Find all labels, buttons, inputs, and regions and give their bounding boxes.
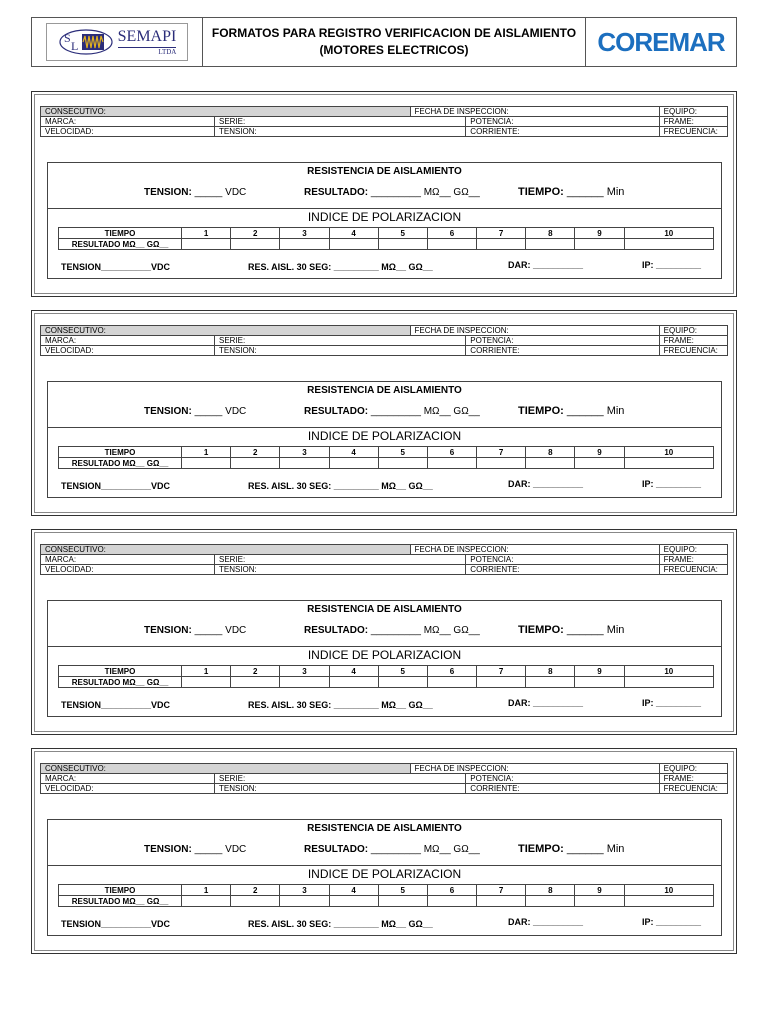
resistance-title: RESISTENCIA DE AISLAMIENTO bbox=[307, 166, 462, 177]
result-cell-4[interactable] bbox=[329, 896, 378, 907]
time-col-10: 10 bbox=[624, 885, 713, 896]
tiempo-min: TIEMPO: ______ Min bbox=[518, 405, 625, 417]
polarization-title: INDICE DE POLARIZACION bbox=[307, 867, 462, 881]
ip-field[interactable]: IP: _________ bbox=[642, 479, 702, 489]
polarization-title: INDICE DE POLARIZACION bbox=[307, 210, 462, 224]
tiempo-header: TIEMPO bbox=[59, 666, 182, 677]
velocidad-field[interactable]: VELOCIDAD: bbox=[41, 346, 215, 356]
fecha-field[interactable]: FECHA DE INSPECCION: bbox=[410, 107, 659, 117]
tiempo-min: TIEMPO: ______ Min bbox=[518, 843, 625, 855]
corriente-field[interactable]: CORRIENTE: bbox=[466, 127, 659, 137]
res-30-seg: RES. AISL. 30 SEG: _________ MΩ__ GΩ__ bbox=[248, 919, 433, 929]
resultado-row-label: RESULTADO MΩ__ GΩ__ bbox=[59, 677, 182, 688]
result-cell-7[interactable] bbox=[477, 458, 526, 469]
time-col-10: 10 bbox=[624, 447, 713, 458]
result-cell-7[interactable] bbox=[477, 896, 526, 907]
corriente-field[interactable]: CORRIENTE: bbox=[466, 565, 659, 575]
polarization-table bbox=[58, 227, 714, 250]
result-cell-8[interactable] bbox=[526, 458, 575, 469]
time-col-1: 1 bbox=[182, 666, 231, 677]
time-col-9: 9 bbox=[575, 666, 624, 677]
frame-field[interactable]: FRAME: bbox=[659, 336, 727, 346]
section-divider bbox=[48, 208, 721, 209]
dar-field[interactable]: DAR: __________ bbox=[508, 917, 584, 927]
time-col-1: 1 bbox=[182, 885, 231, 896]
time-col-4: 4 bbox=[329, 666, 378, 677]
tension-field[interactable]: TENSION: bbox=[215, 346, 466, 356]
potencia-field[interactable]: POTENCIA: bbox=[466, 336, 659, 346]
equipment-info-table bbox=[40, 763, 728, 794]
coremar-logo: COREMAR bbox=[597, 26, 725, 57]
tiempo-header: TIEMPO bbox=[59, 885, 182, 896]
resistance-title: RESISTENCIA DE AISLAMIENTO bbox=[307, 823, 462, 834]
equipo-field[interactable]: EQUIPO: bbox=[659, 107, 727, 117]
tiempo-header: TIEMPO bbox=[59, 228, 182, 239]
corriente-field[interactable]: CORRIENTE: bbox=[466, 784, 659, 794]
resultado-mohm: RESULTADO: _________ MΩ__ GΩ__ bbox=[304, 625, 480, 636]
result-cell-2[interactable] bbox=[231, 458, 280, 469]
tiempo-min: TIEMPO: ______ Min bbox=[518, 624, 625, 636]
resultado-row-label: RESULTADO MΩ__ GΩ__ bbox=[59, 458, 182, 469]
time-col-9: 9 bbox=[575, 447, 624, 458]
tension-field[interactable]: TENSION: bbox=[215, 565, 466, 575]
result-cell-6[interactable] bbox=[427, 896, 476, 907]
frame-field[interactable]: FRAME: bbox=[659, 117, 727, 127]
time-col-8: 8 bbox=[526, 447, 575, 458]
time-col-2: 2 bbox=[231, 885, 280, 896]
result-cell-9[interactable] bbox=[575, 677, 624, 688]
resultado-mohm: RESULTADO: _________ MΩ__ GΩ__ bbox=[304, 406, 480, 417]
time-col-5: 5 bbox=[378, 666, 427, 677]
tension-vdc: TENSION: _____ VDC bbox=[144, 844, 247, 855]
tension-vdc: TENSION: _____ VDC bbox=[144, 625, 247, 636]
fecha-field[interactable]: FECHA DE INSPECCION: bbox=[410, 326, 659, 336]
resistance-section bbox=[47, 819, 722, 936]
result-cell-10[interactable] bbox=[624, 458, 713, 469]
time-col-6: 6 bbox=[427, 666, 476, 677]
resistance-title: RESISTENCIA DE AISLAMIENTO bbox=[307, 604, 462, 615]
frecuencia-field[interactable]: FRECUENCIA: bbox=[659, 784, 727, 794]
time-col-5: 5 bbox=[378, 447, 427, 458]
consecutivo-field[interactable]: CONSECUTIVO: bbox=[41, 545, 411, 555]
time-col-4: 4 bbox=[329, 228, 378, 239]
polarization-title: INDICE DE POLARIZACION bbox=[307, 429, 462, 443]
result-cell-9[interactable] bbox=[575, 896, 624, 907]
equipment-info-table bbox=[40, 106, 728, 137]
result-cell-7[interactable] bbox=[477, 239, 526, 250]
time-col-9: 9 bbox=[575, 885, 624, 896]
equipo-field[interactable]: EQUIPO: bbox=[659, 326, 727, 336]
time-col-8: 8 bbox=[526, 666, 575, 677]
document-header bbox=[31, 17, 737, 67]
res-30-seg: RES. AISL. 30 SEG: _________ MΩ__ GΩ__ bbox=[248, 700, 433, 710]
ip-field[interactable]: IP: _________ bbox=[642, 917, 702, 927]
marca-field[interactable]: MARCA: bbox=[41, 336, 215, 346]
result-cell-9[interactable] bbox=[575, 458, 624, 469]
inspection-form bbox=[31, 529, 737, 735]
time-col-10: 10 bbox=[624, 666, 713, 677]
bottom-tension: TENSION__________VDC bbox=[61, 700, 171, 710]
time-col-8: 8 bbox=[526, 228, 575, 239]
ip-field[interactable]: IP: _________ bbox=[642, 260, 702, 270]
consecutivo-field[interactable]: CONSECUTIVO: bbox=[41, 764, 411, 774]
time-col-3: 3 bbox=[280, 447, 329, 458]
polarization-table bbox=[58, 884, 714, 907]
time-col-3: 3 bbox=[280, 666, 329, 677]
time-col-2: 2 bbox=[231, 666, 280, 677]
time-col-7: 7 bbox=[477, 666, 526, 677]
time-col-5: 5 bbox=[378, 228, 427, 239]
result-cell-8[interactable] bbox=[526, 239, 575, 250]
result-cell-9[interactable] bbox=[575, 239, 624, 250]
bottom-tension: TENSION__________VDC bbox=[61, 481, 171, 491]
result-cell-1[interactable] bbox=[182, 896, 231, 907]
resultado-mohm: RESULTADO: _________ MΩ__ GΩ__ bbox=[304, 187, 480, 198]
potencia-field[interactable]: POTENCIA: bbox=[466, 117, 659, 127]
time-col-2: 2 bbox=[231, 447, 280, 458]
potencia-field[interactable]: POTENCIA: bbox=[466, 555, 659, 565]
result-cell-3[interactable] bbox=[280, 677, 329, 688]
tension-field[interactable]: TENSION: bbox=[215, 784, 466, 794]
polarization-table bbox=[58, 665, 714, 688]
marca-field[interactable]: MARCA: bbox=[41, 117, 215, 127]
section-divider bbox=[48, 427, 721, 428]
resistance-title: RESISTENCIA DE AISLAMIENTO bbox=[307, 385, 462, 396]
equipo-field[interactable]: EQUIPO: bbox=[659, 545, 727, 555]
inspection-form bbox=[31, 91, 737, 297]
polarization-table bbox=[58, 446, 714, 469]
time-col-6: 6 bbox=[427, 885, 476, 896]
resultado-mohm: RESULTADO: _________ MΩ__ GΩ__ bbox=[304, 844, 480, 855]
tension-vdc: TENSION: _____ VDC bbox=[144, 187, 247, 198]
time-col-1: 1 bbox=[182, 228, 231, 239]
result-cell-10[interactable] bbox=[624, 896, 713, 907]
result-cell-5[interactable] bbox=[378, 458, 427, 469]
consecutivo-field[interactable]: CONSECUTIVO: bbox=[41, 107, 411, 117]
result-cell-8[interactable] bbox=[526, 677, 575, 688]
result-cell-4[interactable] bbox=[329, 458, 378, 469]
title-line-2: (MOTORES ELECTRICOS) bbox=[319, 43, 469, 57]
time-col-3: 3 bbox=[280, 885, 329, 896]
fecha-field[interactable]: FECHA DE INSPECCION: bbox=[410, 764, 659, 774]
tension-vdc: TENSION: _____ VDC bbox=[144, 406, 247, 417]
time-col-3: 3 bbox=[280, 228, 329, 239]
semapi-logo bbox=[32, 18, 203, 66]
equipment-info-table bbox=[40, 325, 728, 356]
dar-field[interactable]: DAR: __________ bbox=[508, 479, 584, 489]
dar-field[interactable]: DAR: __________ bbox=[508, 698, 584, 708]
result-cell-10[interactable] bbox=[624, 239, 713, 250]
result-cell-5[interactable] bbox=[378, 677, 427, 688]
result-cell-3[interactable] bbox=[280, 239, 329, 250]
tension-field[interactable]: TENSION: bbox=[215, 127, 466, 137]
time-col-5: 5 bbox=[378, 885, 427, 896]
result-cell-3[interactable] bbox=[280, 896, 329, 907]
result-cell-2[interactable] bbox=[231, 239, 280, 250]
result-cell-1[interactable] bbox=[182, 677, 231, 688]
res-30-seg: RES. AISL. 30 SEG: _________ MΩ__ GΩ__ bbox=[248, 481, 433, 491]
result-cell-1[interactable] bbox=[182, 239, 231, 250]
result-cell-5[interactable] bbox=[378, 239, 427, 250]
document-title bbox=[203, 18, 586, 66]
result-cell-8[interactable] bbox=[526, 896, 575, 907]
time-col-8: 8 bbox=[526, 885, 575, 896]
resistance-section bbox=[47, 381, 722, 498]
time-col-6: 6 bbox=[427, 447, 476, 458]
section-divider bbox=[48, 646, 721, 647]
frame-field[interactable]: FRAME: bbox=[659, 774, 727, 784]
result-cell-1[interactable] bbox=[182, 458, 231, 469]
serie-field[interactable]: SERIE: bbox=[215, 117, 466, 127]
dar-field[interactable]: DAR: __________ bbox=[508, 260, 584, 270]
result-cell-10[interactable] bbox=[624, 677, 713, 688]
ip-field[interactable]: IP: _________ bbox=[642, 698, 702, 708]
time-col-7: 7 bbox=[477, 447, 526, 458]
resistance-section bbox=[47, 162, 722, 279]
result-cell-2[interactable] bbox=[231, 677, 280, 688]
svg-text:S: S bbox=[63, 31, 71, 45]
time-col-7: 7 bbox=[477, 228, 526, 239]
fecha-field[interactable]: FECHA DE INSPECCION: bbox=[410, 545, 659, 555]
velocidad-field[interactable]: VELOCIDAD: bbox=[41, 565, 215, 575]
result-cell-7[interactable] bbox=[477, 677, 526, 688]
frecuencia-field[interactable]: FRECUENCIA: bbox=[659, 565, 727, 575]
marca-field[interactable]: MARCA: bbox=[41, 774, 215, 784]
serie-field[interactable]: SERIE: bbox=[215, 774, 466, 784]
result-cell-4[interactable] bbox=[329, 239, 378, 250]
polarization-title: INDICE DE POLARIZACION bbox=[307, 648, 462, 662]
time-col-1: 1 bbox=[182, 447, 231, 458]
resistance-section bbox=[47, 600, 722, 717]
equipment-info-table bbox=[40, 544, 728, 575]
time-col-9: 9 bbox=[575, 228, 624, 239]
frecuencia-field[interactable]: FRECUENCIA: bbox=[659, 346, 727, 356]
bottom-tension: TENSION__________VDC bbox=[61, 262, 171, 272]
semapi-emblem-icon bbox=[58, 28, 114, 56]
section-divider bbox=[48, 865, 721, 866]
svg-text:L: L bbox=[70, 39, 78, 53]
marca-field[interactable]: MARCA: bbox=[41, 555, 215, 565]
tiempo-min: TIEMPO: ______ Min bbox=[518, 186, 625, 198]
result-cell-5[interactable] bbox=[378, 896, 427, 907]
bottom-tension: TENSION__________VDC bbox=[61, 919, 171, 929]
result-cell-6[interactable] bbox=[427, 677, 476, 688]
velocidad-field[interactable]: VELOCIDAD: bbox=[41, 784, 215, 794]
corriente-field[interactable]: CORRIENTE: bbox=[466, 346, 659, 356]
result-cell-4[interactable] bbox=[329, 677, 378, 688]
result-cell-2[interactable] bbox=[231, 896, 280, 907]
time-col-7: 7 bbox=[477, 885, 526, 896]
tiempo-header: TIEMPO bbox=[59, 447, 182, 458]
time-col-10: 10 bbox=[624, 228, 713, 239]
equipo-field[interactable]: EQUIPO: bbox=[659, 764, 727, 774]
semapi-sub: LTDA bbox=[118, 47, 177, 56]
semapi-name: SEMAPI bbox=[117, 28, 177, 45]
consecutivo-field[interactable]: CONSECUTIVO: bbox=[41, 326, 411, 336]
resultado-row-label: RESULTADO MΩ__ GΩ__ bbox=[59, 239, 182, 250]
serie-field[interactable]: SERIE: bbox=[215, 336, 466, 346]
inspection-form bbox=[31, 310, 737, 516]
serie-field[interactable]: SERIE: bbox=[215, 555, 466, 565]
time-col-4: 4 bbox=[329, 447, 378, 458]
velocidad-field[interactable]: VELOCIDAD: bbox=[41, 127, 215, 137]
time-col-6: 6 bbox=[427, 228, 476, 239]
res-30-seg: RES. AISL. 30 SEG: _________ MΩ__ GΩ__ bbox=[248, 262, 433, 272]
inspection-form bbox=[31, 748, 737, 954]
frame-field[interactable]: FRAME: bbox=[659, 555, 727, 565]
potencia-field[interactable]: POTENCIA: bbox=[466, 774, 659, 784]
title-line-1: FORMATOS PARA REGISTRO VERIFICACION DE AISLAMIENTO bbox=[211, 26, 577, 40]
result-cell-6[interactable] bbox=[427, 458, 476, 469]
resultado-row-label: RESULTADO MΩ__ GΩ__ bbox=[59, 896, 182, 907]
result-cell-3[interactable] bbox=[280, 458, 329, 469]
frecuencia-field[interactable]: FRECUENCIA: bbox=[659, 127, 727, 137]
time-col-4: 4 bbox=[329, 885, 378, 896]
time-col-2: 2 bbox=[231, 228, 280, 239]
result-cell-6[interactable] bbox=[427, 239, 476, 250]
